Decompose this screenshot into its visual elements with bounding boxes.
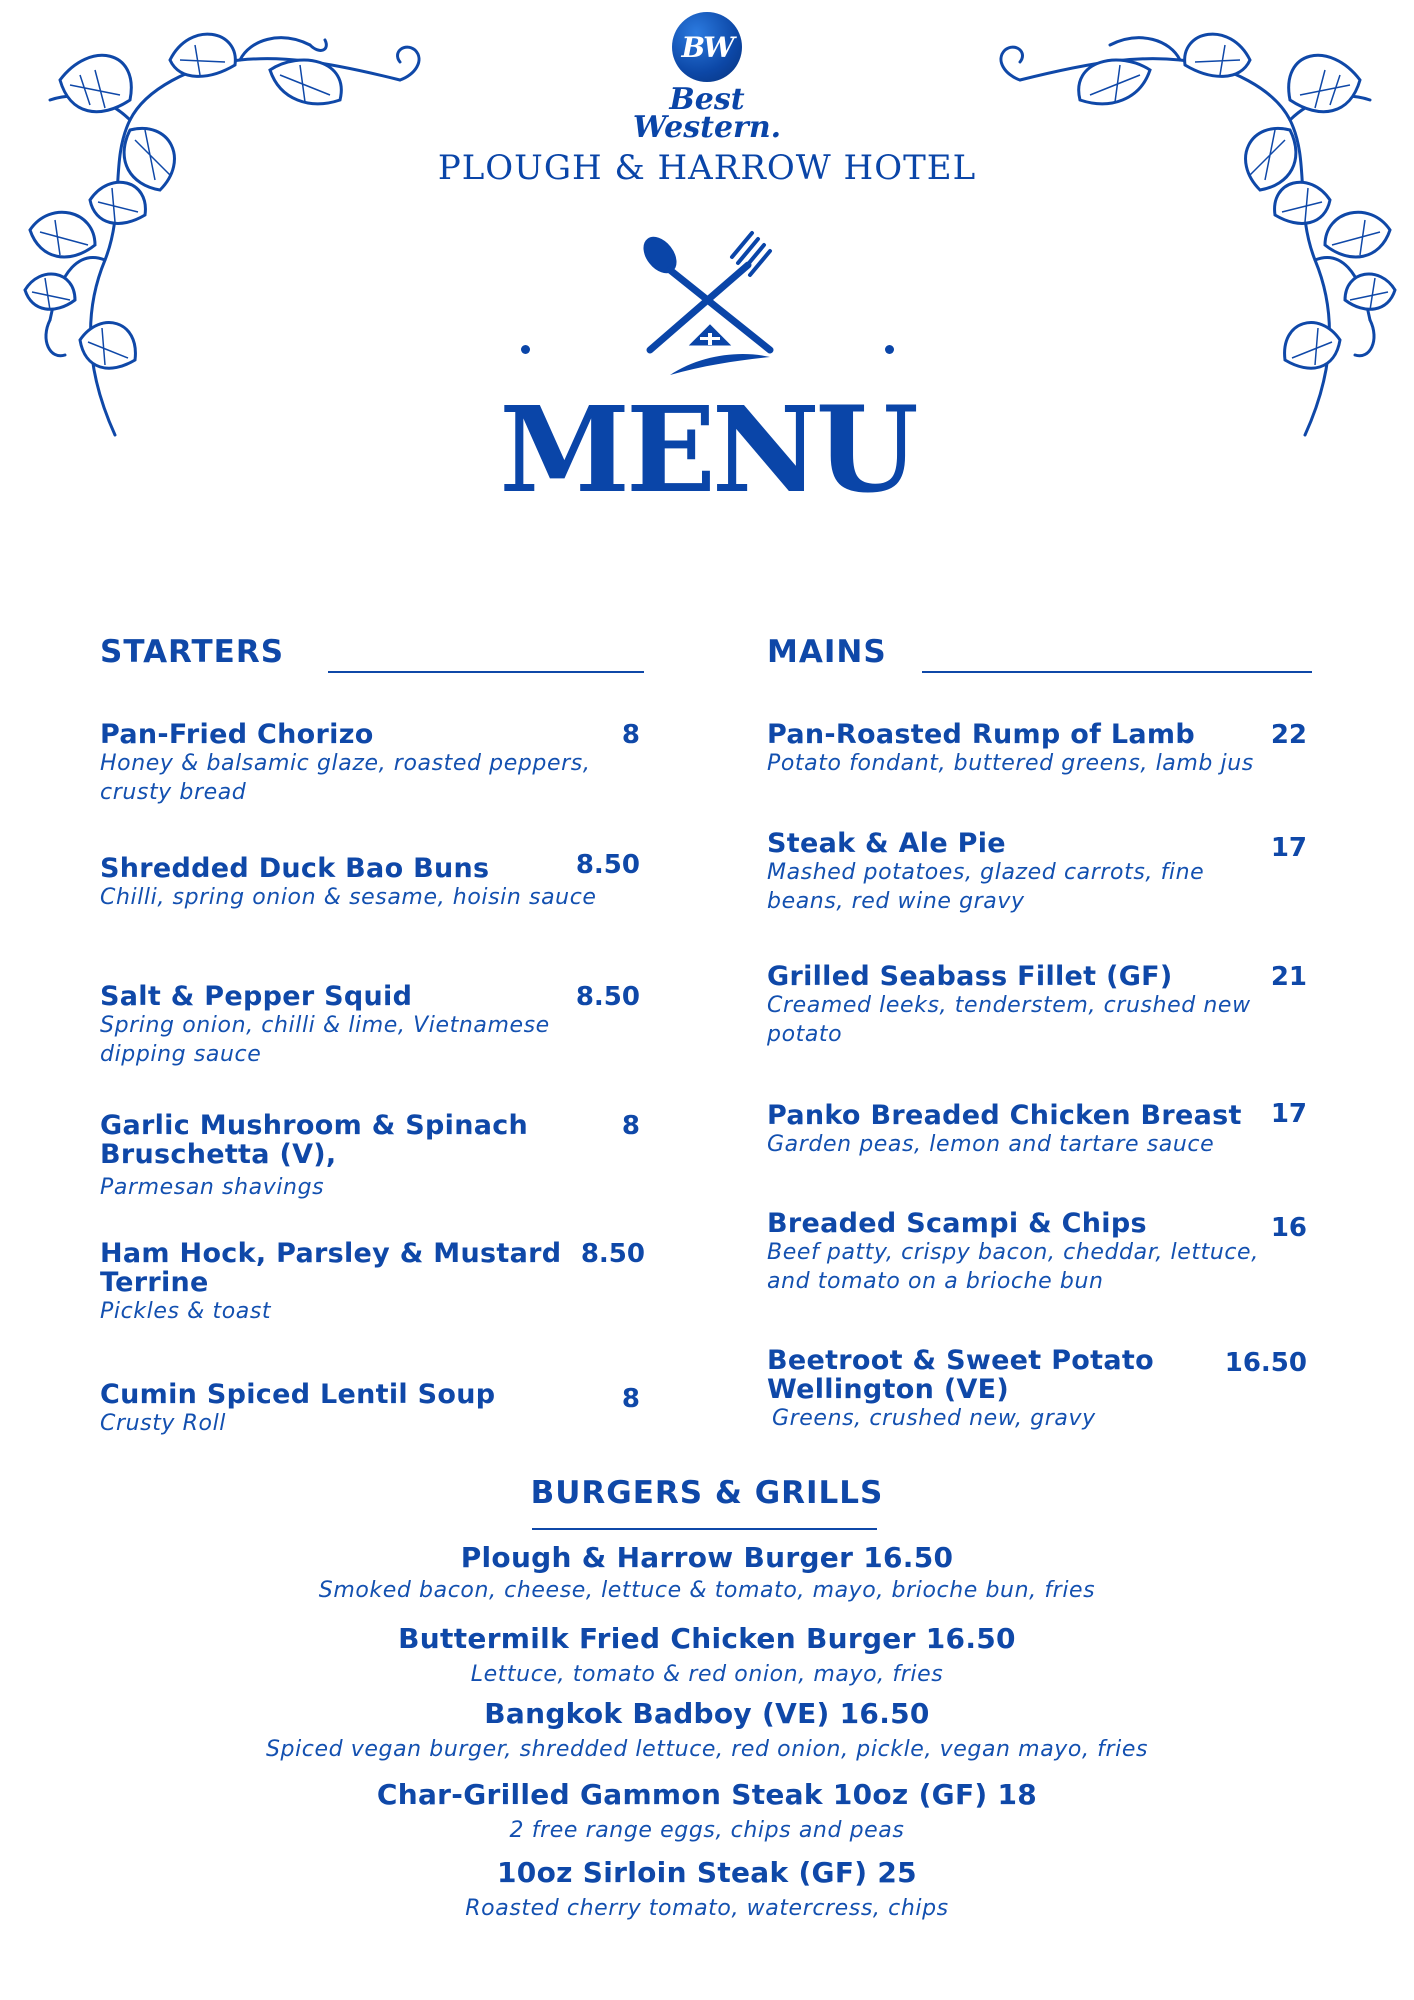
burger-item-description: Spiced vegan burger, shredded lettuce, red onion, pickle, vegan mayo, fries xyxy=(265,1737,1149,1762)
item-name: Beetroot & Sweet Potato Wellington (VE) xyxy=(767,1345,1154,1405)
item-name: Garlic Mushroom & Spinach Bruschetta (V), xyxy=(100,1110,529,1170)
item-price: 22 xyxy=(1270,720,1307,750)
item-description: Potato fondant, buttered greens, lamb jus xyxy=(767,751,1254,776)
main-item xyxy=(767,1101,1312,1159)
item-name: Pan-Fried Chorizo xyxy=(100,719,374,750)
hotel-name: PLOUGH & HARROW HOTEL xyxy=(437,148,977,188)
starter-item xyxy=(100,1380,645,1438)
item-price: 17 xyxy=(1270,1099,1307,1129)
main-item xyxy=(767,829,1312,916)
starter-item xyxy=(100,1111,645,1202)
menu-title: MENU xyxy=(499,380,915,519)
main-item xyxy=(767,962,1312,1049)
item-name: Breaded Scampi & Chips xyxy=(767,1208,1147,1239)
item-price: 8 xyxy=(621,1111,640,1141)
starters-divider xyxy=(328,671,644,673)
burger-item-name: Bangkok Badboy (VE) 16.50 xyxy=(484,1697,930,1730)
burger-item-name: Char-Grilled Gammon Steak 10oz (GF) 18 xyxy=(376,1778,1038,1811)
item-description: Beef patty, crispy bacon, cheddar, lettuce, and tomato on a brioche bun xyxy=(767,1240,1259,1294)
burger-item-name: Plough & Harrow Burger 16.50 xyxy=(460,1541,954,1574)
item-description: Garden peas, lemon and tartare sauce xyxy=(767,1132,1215,1157)
leaf-branch-decoration-left xyxy=(20,20,440,440)
main-item xyxy=(767,720,1312,778)
starter-item xyxy=(100,1239,645,1326)
item-description: Mashed potatoes, glazed carrots, fine beans, red wine gravy xyxy=(767,860,1205,914)
burger-item-description: Lettuce, tomato & red onion, mayo, fries xyxy=(470,1662,944,1687)
starter-item xyxy=(100,850,645,912)
item-description: Greens, crushed new, gravy xyxy=(772,1406,1096,1431)
item-price: 8.50 xyxy=(575,850,640,880)
brand-name-line2: Western. xyxy=(632,110,782,145)
item-price: 16.50 xyxy=(1224,1348,1307,1378)
burger-item-description: Roasted cherry tomato, watercress, chips xyxy=(465,1896,949,1921)
mains-divider xyxy=(922,671,1312,673)
item-description: Chilli, spring onion & sesame, hoisin sauce xyxy=(100,885,597,910)
main-item xyxy=(767,1346,1312,1433)
item-price: 8.50 xyxy=(575,982,640,1012)
item-name: Shredded Duck Bao Buns xyxy=(100,853,490,884)
item-name: Salt & Pepper Squid xyxy=(100,981,413,1012)
burger-item-name: Buttermilk Fried Chicken Burger 16.50 xyxy=(398,1622,1016,1655)
item-description: Creamed leeks, tenderstem, crushed new potato xyxy=(767,993,1251,1047)
item-price: 16 xyxy=(1270,1213,1307,1243)
item-name: Ham Hock, Parsley & Mustard Terrine xyxy=(100,1238,562,1298)
item-price: 21 xyxy=(1270,962,1307,992)
item-name: Steak & Ale Pie xyxy=(767,828,1006,859)
item-price: 8 xyxy=(621,720,640,750)
item-description: Parmesan shavings xyxy=(100,1175,325,1200)
starter-item xyxy=(100,720,645,807)
item-description: Honey & balsamic glaze, roasted peppers, crusty bread xyxy=(100,751,591,805)
item-description: Spring onion, chilli & lime, Vietnamese dipping sauce xyxy=(100,1013,550,1067)
item-description: Crusty Roll xyxy=(100,1411,227,1436)
brand-name-line1: Best xyxy=(669,82,745,117)
burgers-grills-heading: BURGERS & GRILLS xyxy=(530,1475,884,1511)
decorative-dot xyxy=(885,345,894,354)
best-western-logo-badge: BW xyxy=(672,12,742,82)
burger-item-description: 2 free range eggs, chips and peas xyxy=(509,1818,905,1843)
item-price: 8 xyxy=(621,1384,640,1414)
decorative-dot xyxy=(521,345,530,354)
spoon-fork-house-icon xyxy=(630,225,780,385)
item-price: 17 xyxy=(1270,833,1307,863)
mains-heading: MAINS xyxy=(767,634,887,670)
item-name: Panko Breaded Chicken Breast xyxy=(767,1100,1242,1131)
burger-item-description: Smoked bacon, cheese, lettuce & tomato, mayo, brioche bun, fries xyxy=(318,1578,1096,1603)
item-price: 8.50 xyxy=(580,1239,645,1269)
main-item xyxy=(767,1209,1312,1296)
starters-heading: STARTERS xyxy=(100,634,285,670)
item-name: Pan-Roasted Rump of Lamb xyxy=(767,719,1195,750)
item-name: Cumin Spiced Lentil Soup xyxy=(100,1379,496,1410)
item-name: Grilled Seabass Fillet (GF) xyxy=(767,961,1173,992)
burger-item-name: 10oz Sirloin Steak (GF) 25 xyxy=(497,1856,917,1889)
item-description: Pickles & toast xyxy=(100,1299,272,1324)
burgers-divider xyxy=(532,1528,877,1530)
starter-item xyxy=(100,982,645,1069)
leaf-branch-decoration-right xyxy=(980,20,1400,440)
